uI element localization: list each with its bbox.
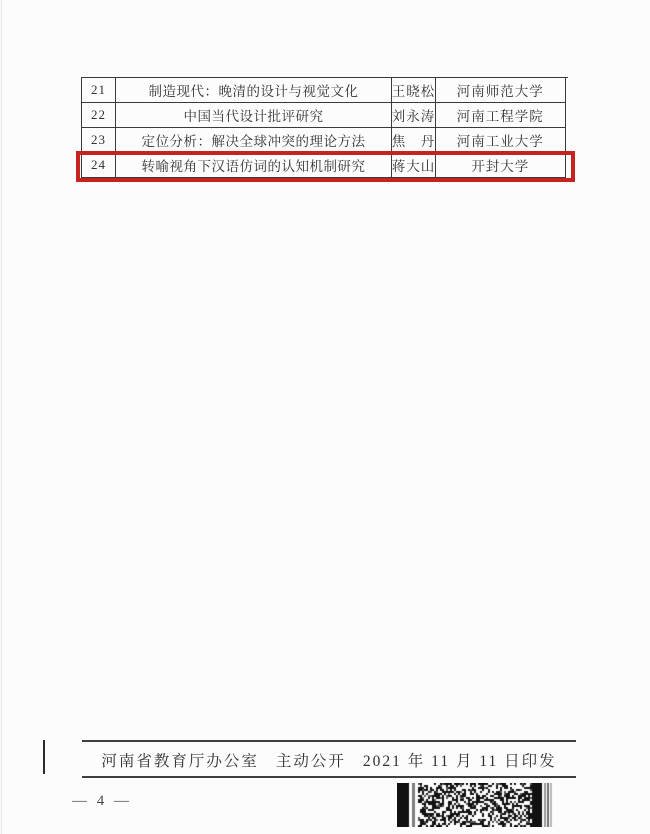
footer-disclosure: 主动公开: [275, 753, 346, 770]
cell-author: 刘永涛: [392, 103, 436, 128]
results-table: [81, 77, 568, 178]
page-number: — 4 —: [72, 793, 132, 809]
footer-print-date: 2021 年 11 月 11 日印发: [362, 753, 557, 770]
cell-institution: 河南工程学院: [436, 103, 566, 128]
cell-institution: 河南工业大学: [436, 128, 566, 153]
pdf417-barcode-icon: [397, 783, 553, 827]
table-row: [82, 153, 568, 178]
table-row: [82, 128, 568, 153]
footer-rule-bottom: [82, 776, 576, 778]
cell-author: 焦 丹: [392, 128, 436, 153]
footer-rule-top: [82, 740, 576, 742]
scan-edge-artifact: [1, 0, 2, 834]
cell-institution: 河南师范大学: [436, 78, 566, 103]
table-row: [82, 78, 568, 103]
cell-institution: 开封大学: [436, 153, 566, 178]
cell-no: 22: [82, 103, 116, 128]
cell-no: 21: [82, 78, 116, 103]
cell-title: 转喻视角下汉语仿词的认知机制研究: [116, 153, 392, 178]
table-row: [82, 103, 568, 128]
cell-author: 蒋大山: [392, 153, 436, 178]
cell-no: 23: [82, 128, 116, 153]
cell-no: 24: [82, 153, 116, 178]
registration-tick-mark: [43, 740, 45, 774]
cell-title: 定位分析：解决全球冲突的理论方法: [116, 128, 392, 153]
cell-author: 王晓松: [392, 78, 436, 103]
footer-issuer: 河南省教育厅办公室: [101, 753, 259, 770]
cell-title: 中国当代设计批评研究: [116, 103, 392, 128]
footer-imprint-line: [82, 749, 576, 771]
cell-title: 制造现代：晚清的设计与视觉文化: [116, 78, 392, 103]
